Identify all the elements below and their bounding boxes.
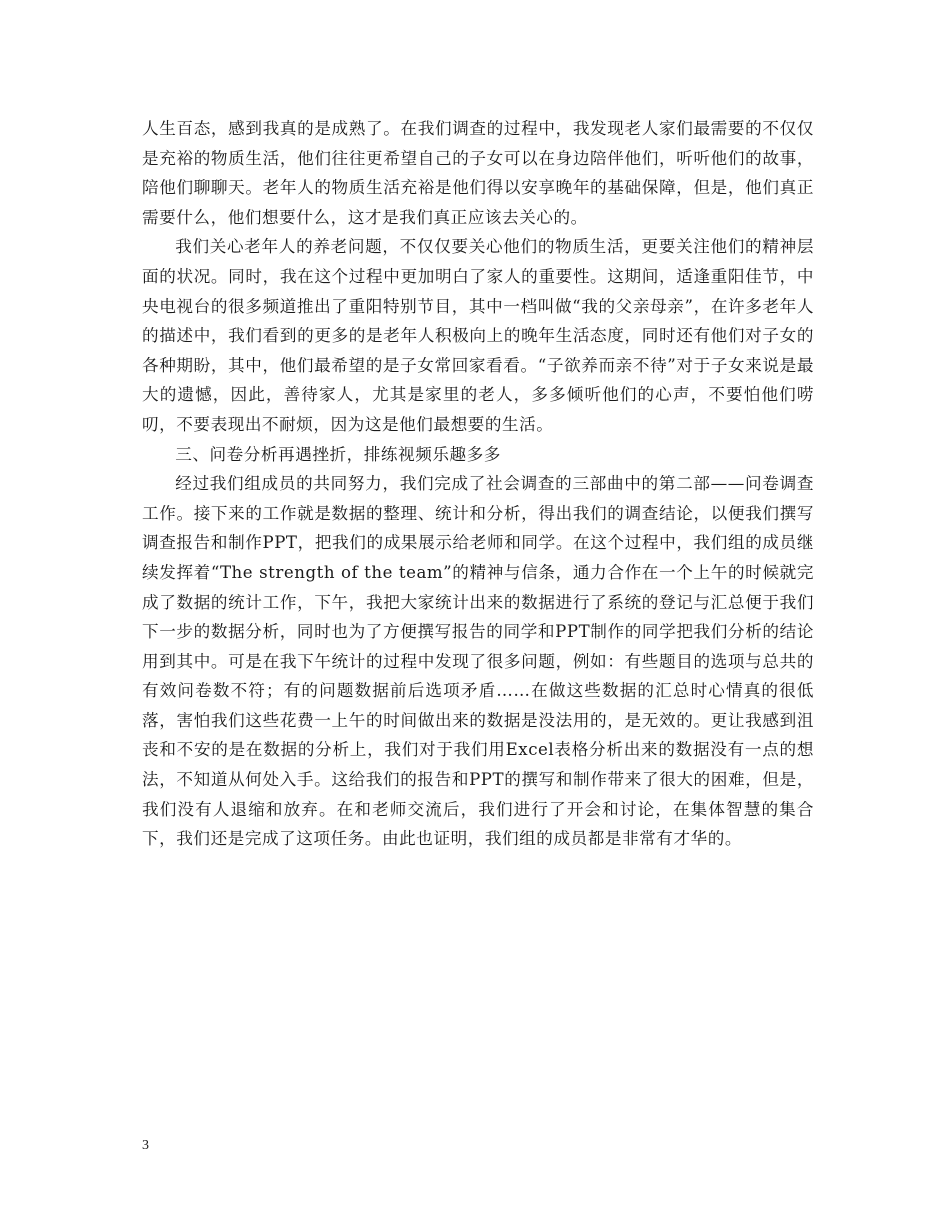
section-heading: 三、问卷分析再遇挫折，排练视频乐趣多多	[175, 444, 501, 464]
page-number: 3	[142, 1138, 149, 1153]
paragraph-1: 人生百态，感到我真的是成熟了。在我们调查的过程中，我发现老人家们最需要的不仅仅是充裕的物质生活，他们往往更希望自己的子女可以在身边陪伴他们，听听他们的故事，陪他们聊聊天。老年人的物质生活充裕是他们得以安享晚年的基础保障，但是，他们真正需要什么，他们想要什么，这才是我们真正应该去关心的。	[142, 119, 814, 227]
paragraph-2: 我们关心老年人的养老问题，不仅仅要关心他们的物质生活，更要关注他们的精神层面的状况。同时，我在这个过程中更加明白了家人的重要性。这期间，适逢重阳佳节，中央电视台的很多频道推出了重阳特别节目，其中一档叫做“我的父亲母亲”，在许多老年人的描述中，我们看到的更多的是老年人积极向上的晚年生活态度，同时还有他们对子女的各种期盼，其中，他们最希望的是子女常回家看看。“子欲养而亲不待”对于子女来说是最大的遗憾，因此，善待家人，尤其是家里的老人，多多倾听他们的心声，不要怕他们唠叨，不要表现出不耐烦，因为这是他们最想要的生活。	[142, 237, 814, 434]
document-body	[142, 114, 814, 854]
paragraph-3: 经过我们组成员的共同努力，我们完成了社会调查的三部曲中的第二部——问卷调查工作。接下来的工作就是数据的整理、统计和分析，得出我们的调查结论，以便我们撰写调查报告和制作PPT，把我们的成果展示给老师和同学。在这个过程中，我们组的成员继续发挥着“The strength of the team”的精神与信条，通力合作在一个上午的时候就完成了数据的统计工作，下午，我把大家统计出来的数据进行了系统的登记与汇总便于我们下一步的数据分析，同时也为了方便撰写报告的同学和PPT制作的同学把我们分析的结论用到其中。可是在我下午统计的过程中发现了很多问题，例如：有些题目的选项与总共的有效问卷数不符；有的问题数据前后选项矛盾……在做这些数据的汇总时心情真的很低落，害怕我们这些花费一上午的时间做出来的数据是没法用的，是无效的。更让我感到沮丧和不安的是在数据的分析上，我们对于我们用Excel表格分析出来的数据没有一点的想法，不知道从何处入手。这给我们的报告和PPT的撰写和制作带来了很大的困难，但是，我们没有人退缩和放弃。在和老师交流后，我们进行了开会和讨论，在集体智慧的集合下，我们还是完成了这项任务。由此也证明，我们组的成员都是非常有才华的。	[142, 474, 814, 849]
